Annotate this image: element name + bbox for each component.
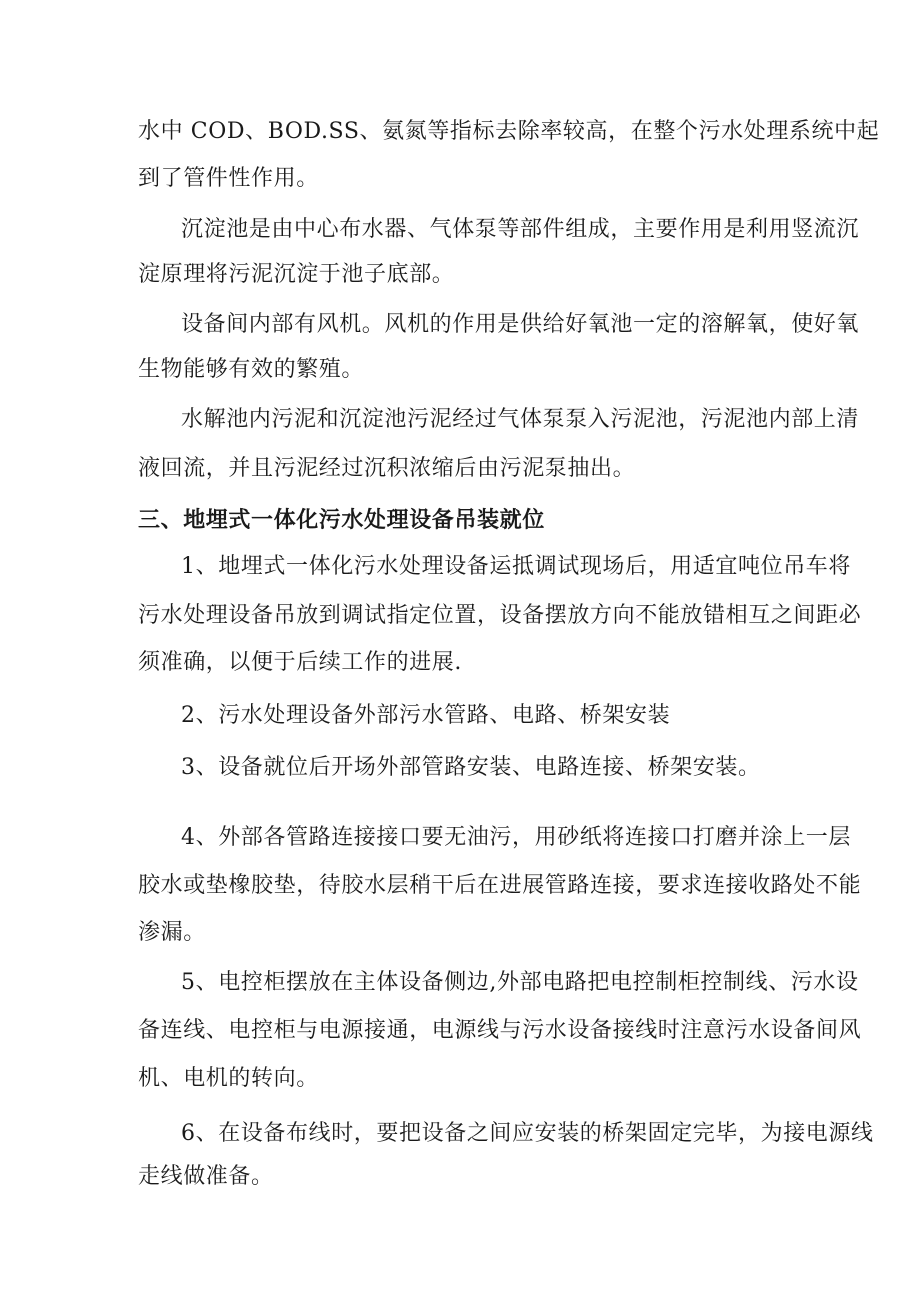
paragraph-2-line-1: 沉淀池是由中心布水器、气体泵等部件组成，主要作用是利用竖流沉	[181, 217, 860, 242]
paragraph-4-line-1: 水解池内污泥和沉淀池污泥经过气体泵泵入污泥池，污泥池内部上清	[181, 407, 860, 432]
paragraph-1-line-1: 水中 COD、BOD.SS、氨氮等指标去除率较高，在整个污水处理系统中起	[138, 119, 880, 144]
step-6-line-1: 6、在设备布线时，要把设备之间应安装的桥架固定完毕，为接电源线	[181, 1121, 874, 1146]
step-1-line-1: 1、地埋式一体化污水处理设备运抵调试现场后，用适宜吨位吊车将	[181, 554, 851, 579]
step-5-line-2: 备连线、电控柜与电源接通，电源线与污水设备接线时注意污水设备间风	[138, 1018, 862, 1043]
step-2-line-1: 2、污水处理设备外部污水管路、电路、桥架安装	[181, 703, 671, 728]
step-5-line-3: 机、电机的转向。	[138, 1066, 319, 1091]
section-heading: 三、地埋式一体化污水处理设备吊装就位	[138, 507, 545, 533]
paragraph-2-line-2: 淀原理将污泥沉淀于池子底部。	[138, 262, 455, 287]
step-1-line-2: 污水处理设备吊放到调试指定位置，设备摆放方向不能放错相互之间距必	[138, 603, 862, 628]
step-1-line-3: 须准确，以便于后续工作的进展.	[138, 650, 462, 675]
paragraph-3-line-1: 设备间内部有风机。风机的作用是供给好氧池一定的溶解氧，使好氧	[181, 312, 860, 337]
paragraph-3-line-2: 生物能够有效的繁殖。	[138, 357, 365, 382]
step-4-line-1: 4、外部各管路连接接口要无油污，用砂纸将连接口打磨并涂上一层	[181, 825, 851, 850]
paragraph-1-line-2: 到了管件性作用。	[138, 166, 319, 191]
step-6-line-2: 走线做准备。	[138, 1164, 274, 1189]
step-4-line-2: 胶水或垫橡胶垫，待胶水层稍干后在进展管路连接，要求连接收路处不能	[138, 873, 862, 898]
step-5-line-1: 5、电控柜摆放在主体设备侧边,外部电路把电控制柜控制线、污水设	[181, 970, 859, 995]
paragraph-4-line-2: 液回流，并且污泥经过沉积浓缩后由污泥泵抽出。	[138, 456, 636, 481]
step-4-line-3: 渗漏。	[138, 920, 206, 945]
step-3-line-1: 3、设备就位后开场外部管路安装、电路连接、桥架安装。	[181, 755, 761, 780]
